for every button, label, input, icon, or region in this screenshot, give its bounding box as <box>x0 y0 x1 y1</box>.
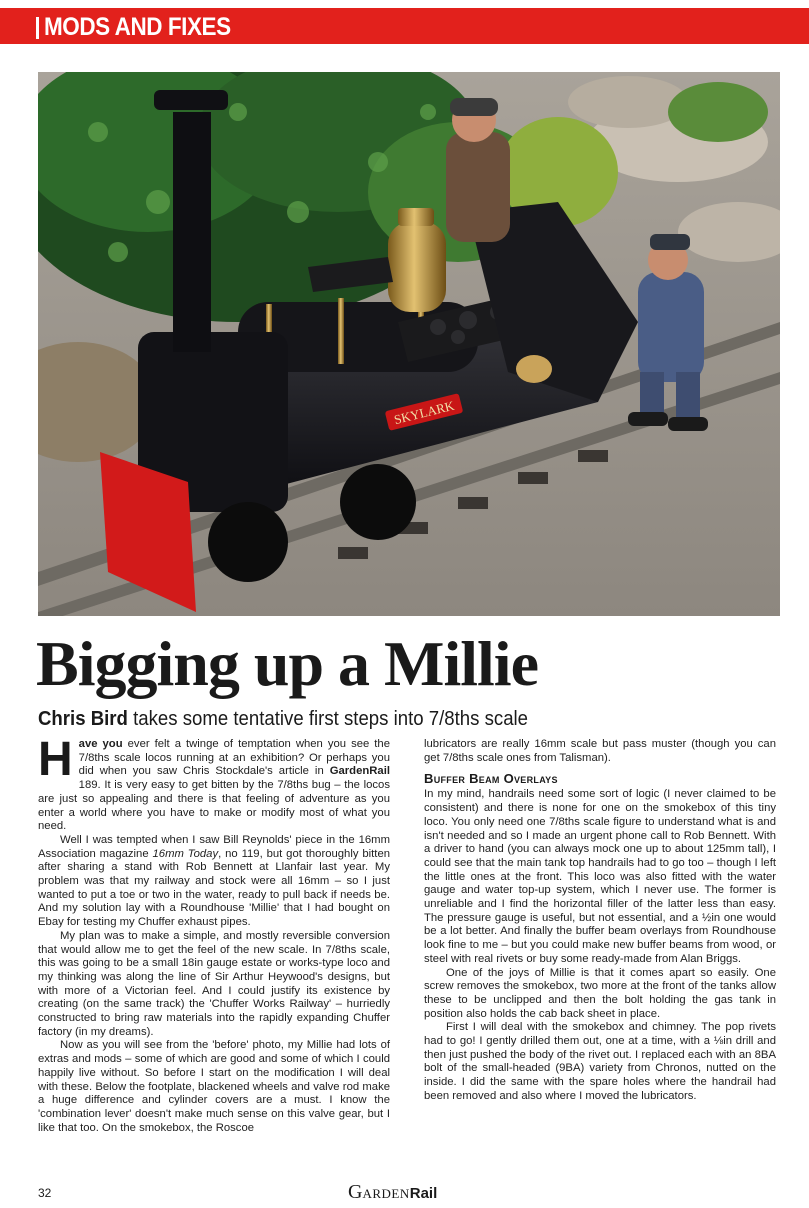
magazine-title: 16mm Today <box>152 847 219 860</box>
standfirst <box>38 706 726 732</box>
fraction-half: ½ <box>701 911 712 924</box>
paragraph-2 <box>38 834 390 930</box>
paragraph-6-part-b: in one would be a lot better. And finally the buffer beam overlays from Roundhouse look fine to me – but you could make new buffer beams from wood, or steel with real rivets or buy some ready-made from Alan Briggs. <box>424 911 776 965</box>
header-divider <box>36 17 39 39</box>
section-header <box>0 8 809 44</box>
footer-logo <box>348 1181 437 1204</box>
subheading: Buffer Beam Overlays <box>424 771 558 787</box>
footer-logo-arden: ARDEN <box>362 1186 410 1201</box>
paragraph-1 <box>38 733 390 834</box>
paragraph-2-part-b: , no 119, but got thoroughly bitten after sharing a stand with Rob Bennett at Llanfair last year. My problem was that my railway and stock were all 16mm – so I just wanted to put a toe or two in the water, ready to pull back if needs be. And my solution lay with a Roundhouse 'Millie' that I had bought on Ebay for testing my Chuffer exhaust pipes. <box>38 847 391 929</box>
paragraph-8-part-b: in drill and then just pushed the body of the rivet out. I replaced each with an 8BA bolt of the small-headed (9BA) variety from Chronos, nutted on the inside. I did the same with the spare holes where the handrail had been removed and also where I moved the lubricators. <box>424 1035 776 1102</box>
paragraph-5: lubricators are really 16mm scale but pass muster (though you can get 7/8ths scale ones from Talisman). <box>424 738 776 764</box>
lead-in: ave you <box>78 738 123 750</box>
drop-cap: H <box>38 733 73 786</box>
footer-logo-g: G <box>348 1181 363 1203</box>
brand-mention: GardenRail <box>329 765 390 778</box>
locomotive-photo <box>38 72 780 616</box>
paragraph-2-part-a: Well I was tempted when I saw Bill Reynolds' piece in the 16mm Association magazine <box>38 833 390 860</box>
paragraph-3: My plan was to make a simple, and mostly reversible conversion that would allow me to get the feel of the new scale. In 7/8ths scale, this was going to be a small 18in gauge estate or works-type loco and my thinking was along the line of Sir Arthur Heywood's designs, but with more of a Victorian feel. And I could justify its existence by creating (on the same track) the 'Chuffer Works Railway' – hurriedly constructed to bring raw materials into the rapidly expanding Chuffer factory (in my dreams). <box>38 929 390 1038</box>
paragraph-1-part-a: ever felt a twinge of temptation when you see the 7/8ths scale locos running at an exhibition? Or perhaps you did when you saw Chris Stockdale's article in <box>78 738 390 778</box>
nameplate-text: SKYLARK <box>392 397 456 428</box>
author-name: Chris Bird <box>38 708 128 730</box>
paragraph-6-part-a: In my mind, handrails need some sort of logic (I never claimed to be consistent) and there is none for one on the smokebox of this tiny loco. You only need one 7/8ths scale figure to understand what is and isn't needed and so I made an urgent phone call to Rob Bennett. With a driver to hand (you can always mock one up to about 125mm tall), I could see that the main tank top handrails had to go too – though I left the little ones at the front. This loco was also fitted with the water gauge and water top-up system, which I never use. The former is unreliable and I find the horizontal filler of the latter less than easy. The pressure gauge is useful, but not essential, and a <box>424 788 776 924</box>
paragraph-8 <box>424 1021 776 1103</box>
paragraph-1-part-b: 189. It is very easy to get bitten by the 7/8ths bug – the locos are just so appealing and there is that feeling of adventure as you enter a world where you have to make or modify most of what you need. <box>38 779 390 833</box>
page-number: 32 <box>38 1186 52 1200</box>
article-title: Bigging up a Millie <box>36 628 538 699</box>
article-column-left <box>38 733 391 1135</box>
paragraph-7: One of the joys of Millie is that it comes apart so easily. One screw removes the smokebox, two more at the front of the tanks allow these to be unclipped and then the bolt holding the gas tank in position also holds the cab back sheet in place. <box>424 966 776 1020</box>
section-title: MODS AND FIXES <box>44 13 231 41</box>
footer-logo-rail: Rail <box>409 1185 438 1202</box>
paragraph-6 <box>424 788 776 966</box>
standfirst-text: takes some tentative first steps into 7/8ths scale <box>127 708 529 730</box>
paragraph-8-part-a: First I will deal with the smokebox and chimney. The pop rivets had to go! I gently drilled them out, one at a time, with a <box>424 1021 776 1048</box>
paragraph-4: Now as you will see from the 'before' photo, my Millie had lots of extras and mods – some of which are good and some of which I could happily live without. So before I start on the modification I will deal with these. Below the footplate, blackened wheels and valve rod make a huge difference and cylinder covers are a must. I know the 'combination lever' doesn't make much sense on this valve gear, but I like that too. On the smokebox, the Roscoe <box>38 1039 390 1134</box>
article-column-right <box>424 738 776 1104</box>
fraction-eighth: ⅛ <box>713 1035 724 1048</box>
